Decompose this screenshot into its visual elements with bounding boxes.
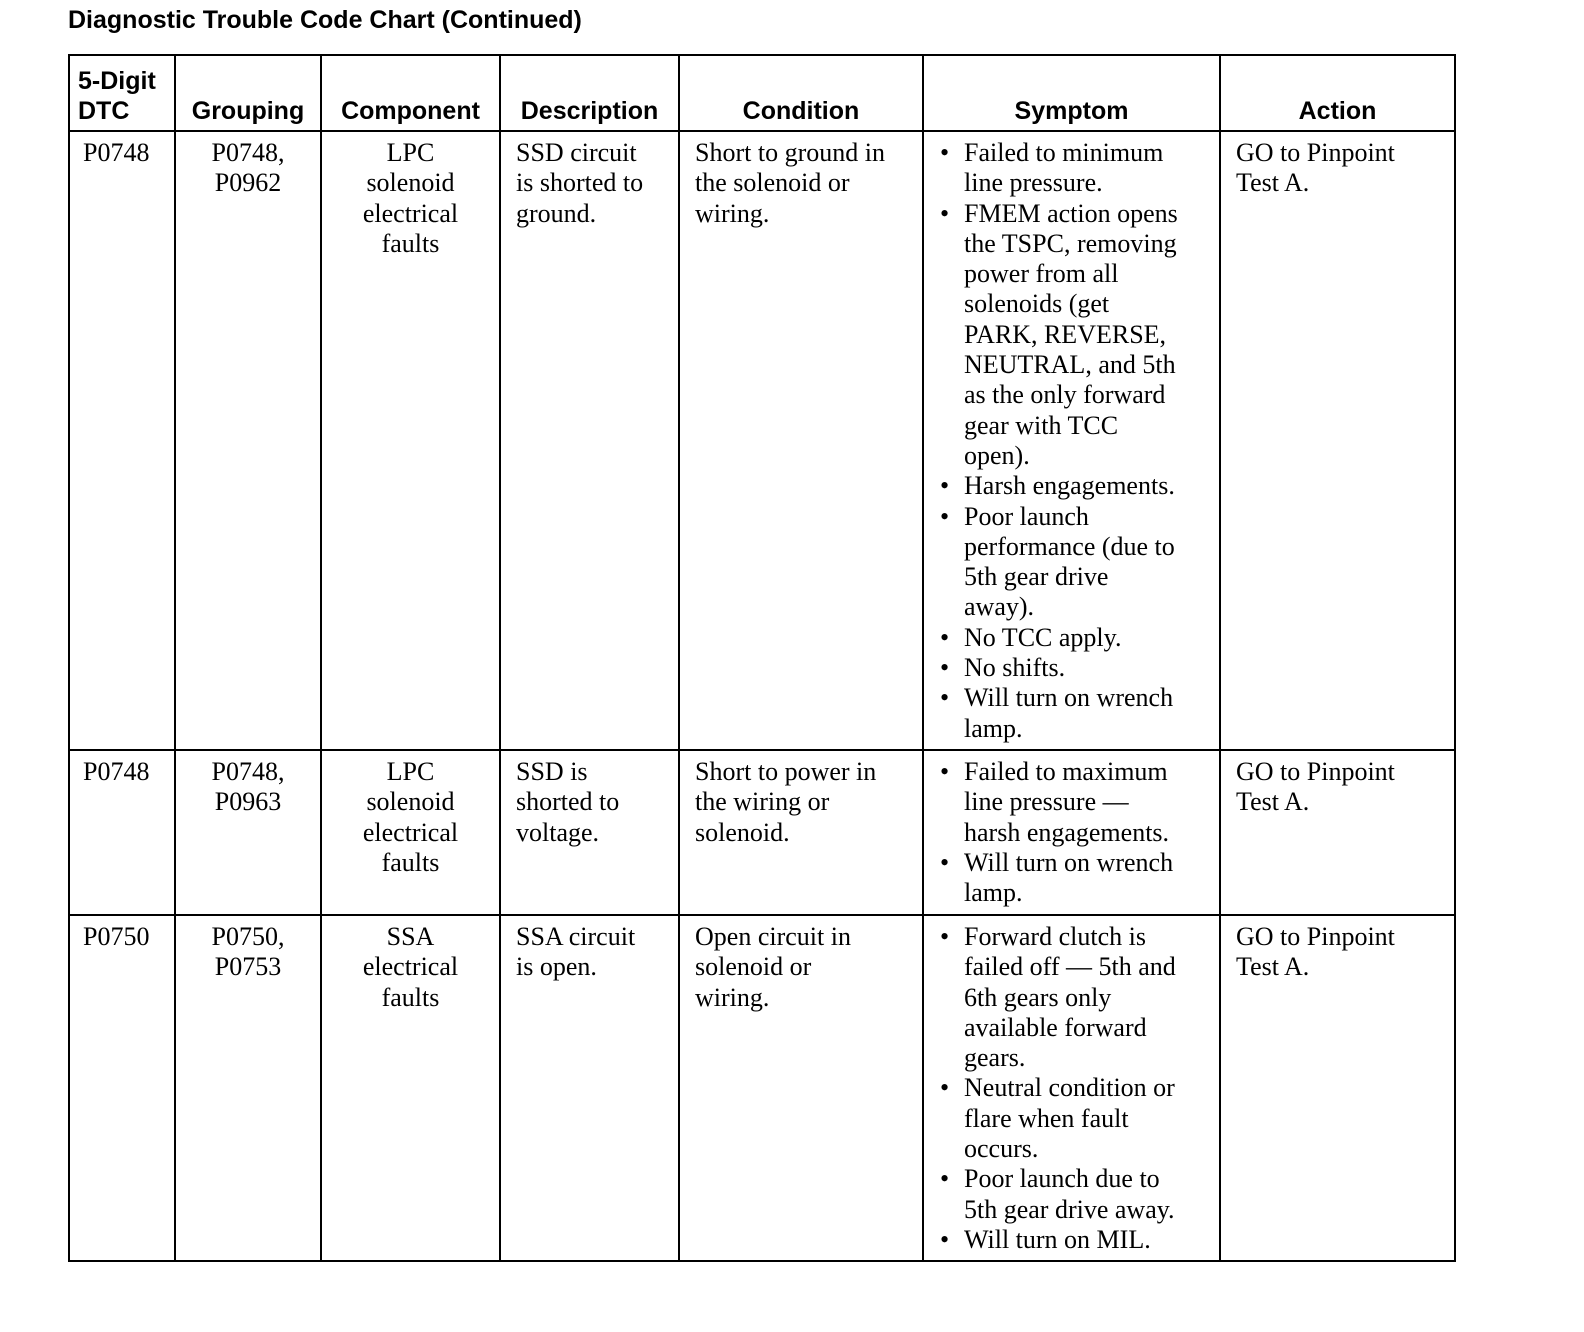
symptom-cell <box>923 750 1220 915</box>
condition-cell: Short to power in the wiring or solenoid. <box>679 750 923 915</box>
component-cell: LPC solenoid electrical faults <box>321 131 500 750</box>
header-description: Description <box>500 55 679 131</box>
symptom-item: • Will turn on MIL. <box>940 1225 1219 1255</box>
component-cell: SSA electrical faults <box>321 915 500 1261</box>
header-symptom: Symptom <box>923 55 1220 131</box>
header-row <box>69 55 1455 131</box>
action-cell: GO to Pinpoint Test A. <box>1220 915 1455 1261</box>
description-cell: SSD is shorted to voltage. <box>500 750 679 915</box>
description-cell: SSA circuit is open. <box>500 915 679 1261</box>
description-cell: SSD circuit is shorted to ground. <box>500 131 679 750</box>
dtc-cell: P0748 <box>69 750 175 915</box>
header-action: Action <box>1220 55 1455 131</box>
dtc-cell: P0748 <box>69 131 175 750</box>
action-cell: GO to Pinpoint Test A. <box>1220 750 1455 915</box>
symptom-item: • No TCC apply. <box>940 623 1219 653</box>
symptom-item: • FMEM action opens the TSPC, removing power from all solenoids (get PARK, REVERSE, NEUTRAL, and 5th as the only forward gear with TCC open). <box>940 199 1219 472</box>
table-row <box>69 750 1455 915</box>
grouping-cell: P0748, P0963 <box>175 750 321 915</box>
grouping-cell: P0750, P0753 <box>175 915 321 1261</box>
grouping-cell: P0748, P0962 <box>175 131 321 750</box>
symptom-item: • Failed to maximum line pressure — harsh engagements. <box>940 757 1219 848</box>
symptom-item: • Harsh engagements. <box>940 471 1219 501</box>
symptom-item: • Neutral condition or flare when fault occurs. <box>940 1073 1219 1164</box>
condition-cell: Short to ground in the solenoid or wiring. <box>679 131 923 750</box>
table-row <box>69 131 1455 750</box>
table-row <box>69 915 1455 1261</box>
symptom-cell <box>923 131 1220 750</box>
symptom-item: • Poor launch performance (due to 5th gear drive away). <box>940 502 1219 623</box>
component-cell: LPC solenoid electrical faults <box>321 750 500 915</box>
symptom-item: • Forward clutch is failed off — 5th and 6th gears only available forward gears. <box>940 922 1219 1073</box>
dtc-cell: P0750 <box>69 915 175 1261</box>
symptom-list <box>924 757 1219 908</box>
header-component: Component <box>321 55 500 131</box>
symptom-list <box>924 138 1219 744</box>
symptom-item: • Will turn on wrench lamp. <box>940 848 1219 909</box>
header-dtc: 5-Digit DTC <box>69 55 175 131</box>
header-grouping: Grouping <box>175 55 321 131</box>
header-condition: Condition <box>679 55 923 131</box>
symptom-item: • Will turn on wrench lamp. <box>940 683 1219 744</box>
symptom-cell <box>923 915 1220 1261</box>
action-cell: GO to Pinpoint Test A. <box>1220 131 1455 750</box>
symptom-list <box>924 922 1219 1255</box>
condition-cell: Open circuit in solenoid or wiring. <box>679 915 923 1261</box>
symptom-item: • No shifts. <box>940 653 1219 683</box>
symptom-item: • Poor launch due to 5th gear drive away. <box>940 1164 1219 1225</box>
page-title: Diagnostic Trouble Code Chart (Continued) <box>68 6 582 34</box>
dtc-table <box>68 54 1456 1262</box>
symptom-item: • Failed to minimum line pressure. <box>940 138 1219 199</box>
